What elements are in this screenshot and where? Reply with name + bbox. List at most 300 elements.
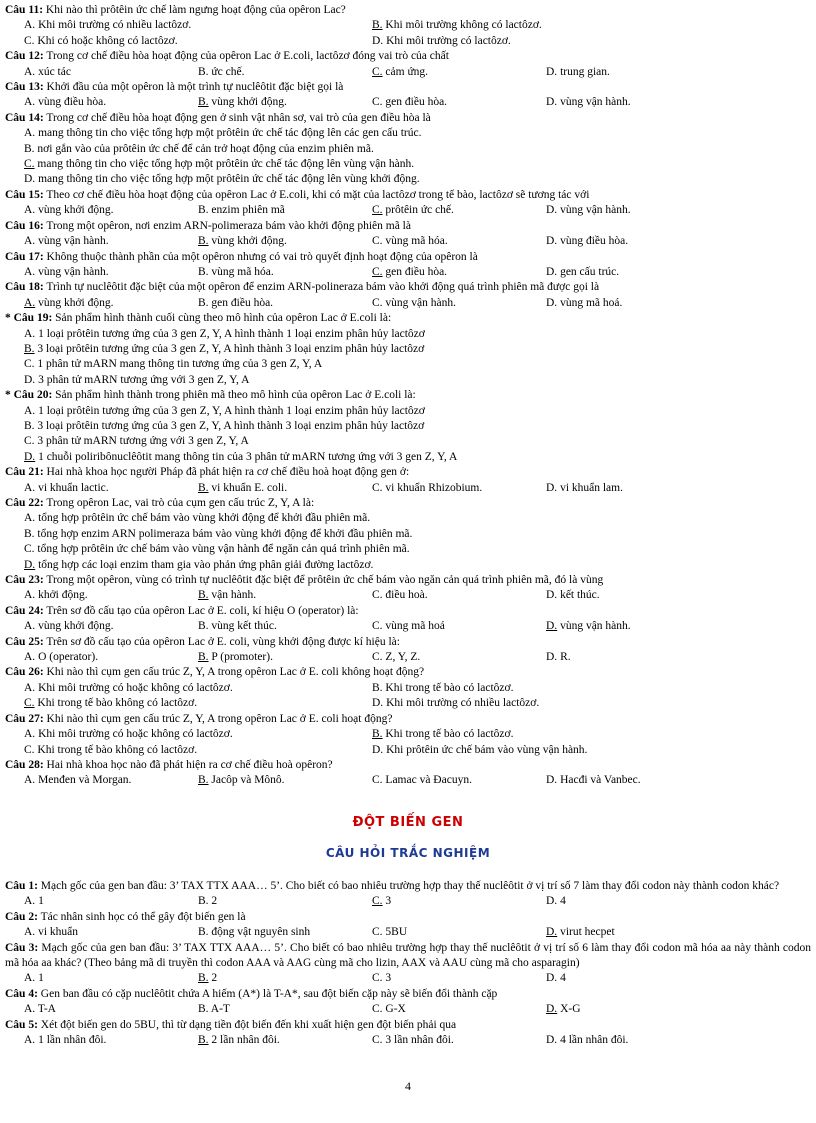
- option-text: Lamac và Đacuyn.: [382, 774, 472, 787]
- option-text: mang thông tin cho việc tổng hợp một prôtêin ức chế tác động lên vùng khởi động.: [35, 173, 420, 186]
- question-number: Câu 24:: [5, 604, 44, 617]
- option-text: xúc tác: [35, 65, 71, 78]
- option-letter: D.: [546, 651, 558, 664]
- question-text: [5, 635, 811, 650]
- option-text: 1 loại prôtêin tương ứng của 3 gen Z, Y, A hình thành 1 loại enzim phân hủy lactôzơ: [35, 404, 425, 417]
- answer-option[interactable]: [198, 588, 372, 603]
- answer-option[interactable]: [5, 527, 811, 542]
- answer-option[interactable]: [198, 234, 372, 249]
- answer-option[interactable]: [24, 234, 198, 249]
- question-text: [5, 388, 811, 403]
- answer-option[interactable]: [24, 650, 198, 665]
- option-letter: A.: [24, 651, 36, 664]
- option-letter: B.: [198, 972, 209, 985]
- option-text: Khi prôtêin ức chế bám vào vùng vận hành.: [383, 743, 588, 756]
- option-text: vùng điều hòa.: [557, 235, 629, 248]
- options-row: [5, 971, 811, 986]
- option-text: vùng mã hóa.: [208, 265, 274, 278]
- question-stem: Mạch gốc của gen ban đầu: 3’ TAX TTX AAA… 5’. Cho biết có bao nhiêu trường hợp thay thế nuclêôtit ở vị trí số 6 làm thay đổi codon mã hóa aa này thành codon mã hóa aa khác? (Theo bảng mã di truyền thì codon AAA và AAG cùng mã cho lizin, AAX và AAU cùng mã cho asparagin): [5, 941, 811, 970]
- answer-option[interactable]: [546, 481, 810, 496]
- option-letter: B.: [198, 204, 209, 217]
- option-letter: C.: [372, 204, 383, 217]
- option-text: ức chế.: [208, 65, 245, 78]
- question-text: [5, 941, 811, 972]
- option-letter: C.: [372, 265, 383, 278]
- answer-option[interactable]: [5, 450, 811, 465]
- option-letter: C.: [24, 697, 35, 710]
- answer-option[interactable]: [198, 265, 372, 280]
- option-text: cảm ứng.: [382, 65, 429, 78]
- answer-option[interactable]: [198, 1033, 372, 1048]
- question-stem: Theo cơ chế điều hòa hoạt động của opêron Lac ở E.coli, khi có mặt của lactôzơ trong tế bào, lactôzơ sẽ tương tác với: [43, 188, 590, 201]
- answer-option[interactable]: [546, 925, 810, 940]
- option-letter: A.: [24, 926, 36, 939]
- question-list-mutation: [5, 879, 811, 1048]
- section-title: ĐỘT BIẾN GEN: [352, 815, 464, 830]
- answer-option[interactable]: [546, 265, 810, 280]
- answer-option[interactable]: [546, 203, 810, 218]
- question-text: [5, 604, 811, 619]
- option-text: P (promoter).: [208, 651, 273, 664]
- option-letter: A.: [24, 19, 36, 32]
- answer-option[interactable]: [372, 619, 546, 634]
- question-stem: Trên sơ đồ cấu tạo của opêron Lac ở E. coli, kí hiệu O (operator) là:: [43, 604, 359, 617]
- option-text: vùng mã hoá.: [557, 296, 623, 309]
- question-text: [5, 111, 811, 126]
- answer-option[interactable]: [372, 65, 546, 80]
- answer-option[interactable]: [546, 650, 810, 665]
- answer-option[interactable]: [5, 373, 811, 388]
- question-text: [5, 910, 811, 925]
- question-stem: Hai nhà khoa học người Pháp đã phát hiện ra cơ chế điều hoà hoạt động gen ở:: [43, 466, 410, 479]
- option-text: 5BU: [382, 926, 408, 939]
- answer-option[interactable]: [372, 681, 812, 696]
- option-text: động vật nguyên sinh: [208, 926, 311, 939]
- question-number: * Câu 19:: [5, 312, 53, 325]
- option-text: Z, Y, Z.: [382, 651, 421, 664]
- answer-option[interactable]: [24, 971, 198, 986]
- question-number: Câu 22:: [5, 497, 44, 509]
- option-letter: D.: [546, 481, 558, 494]
- option-letter: A.: [24, 620, 36, 633]
- option-letter: A.: [24, 1034, 36, 1047]
- option-text: vùng vận hành.: [557, 96, 631, 109]
- option-letter: B.: [198, 96, 209, 109]
- option-letter: A.: [24, 895, 36, 908]
- option-letter: A.: [24, 728, 36, 741]
- answer-option[interactable]: [24, 681, 372, 696]
- question-stem: Khởi đầu của một opêron là một trình tự nuclêôtit đặc biệt gọi là: [43, 81, 344, 94]
- question-stem: Xét đột biến gen do 5BU, thì từ dạng tiền đột biến đến khi xuất hiện gen đột biến phải qua: [37, 1018, 457, 1031]
- option-letter: C.: [372, 235, 383, 248]
- answer-option[interactable]: [372, 234, 546, 249]
- option-text: vùng khởi động.: [208, 235, 287, 248]
- option-letter: B.: [24, 419, 35, 432]
- answer-option[interactable]: [198, 925, 372, 940]
- answer-option[interactable]: [5, 511, 811, 526]
- option-letter: B.: [24, 142, 35, 155]
- answer-option[interactable]: [5, 404, 811, 419]
- answer-option[interactable]: [24, 1002, 198, 1017]
- answer-option[interactable]: [546, 65, 810, 80]
- option-text: vận hành.: [208, 589, 257, 602]
- option-text: vùng kết thúc.: [208, 620, 277, 633]
- option-letter: D.: [546, 1034, 558, 1047]
- question-stem: Trình tự nuclêôtit đặc biệt của một opêron để enzim ARN-polineraza bám vào khởi động quá trình phiên mã được gọi là: [43, 281, 600, 294]
- page-number: 4: [405, 1079, 411, 1093]
- option-letter: B.: [198, 620, 209, 633]
- option-text: gen điều hòa.: [208, 296, 274, 309]
- option-letter: A.: [24, 512, 36, 525]
- answer-option[interactable]: [5, 327, 811, 342]
- answer-option[interactable]: [5, 357, 811, 372]
- answer-option[interactable]: [198, 296, 372, 311]
- answer-option[interactable]: [24, 95, 198, 110]
- option-letter: A.: [24, 65, 36, 78]
- answer-option[interactable]: [546, 588, 810, 603]
- option-text: 3: [382, 972, 392, 985]
- option-letter: C.: [24, 358, 35, 371]
- option-letter: C.: [372, 65, 383, 78]
- answer-option[interactable]: [372, 727, 812, 742]
- answer-option[interactable]: [198, 971, 372, 986]
- answer-option[interactable]: [198, 203, 372, 218]
- answer-option[interactable]: [198, 894, 372, 909]
- option-text: vùng vận hành.: [35, 265, 109, 278]
- answer-option[interactable]: [24, 727, 372, 742]
- option-letter: A.: [24, 204, 36, 217]
- question-list-operon: [5, 3, 811, 789]
- option-letter: B.: [198, 1003, 209, 1016]
- answer-option[interactable]: [372, 773, 546, 788]
- answer-option[interactable]: [372, 34, 812, 49]
- option-letter: A.: [24, 589, 36, 602]
- option-text: 2 lần nhân đôi.: [208, 1034, 280, 1047]
- option-letter: D.: [546, 265, 558, 278]
- option-text: Jacôp và Mônô.: [208, 774, 285, 787]
- option-text: vi khuẩn: [35, 926, 78, 939]
- answer-option[interactable]: [198, 773, 372, 788]
- question-text: [5, 987, 811, 1002]
- question-text: [5, 496, 811, 511]
- answer-option[interactable]: [372, 971, 546, 986]
- question-stem: Mạch gốc của gen ban đầu: 3’ TAX TTX AAA… 5’. Cho biết có bao nhiêu trường hợp thay thế nuclêôtit ở vị trí số 7 làm thay đổi codon này thành codon khác?: [37, 880, 780, 892]
- option-text: A-T: [208, 1003, 230, 1016]
- question-number: Câu 26:: [5, 666, 44, 679]
- option-letter: C.: [24, 34, 35, 47]
- question-stem: Khi nào thì cụm gen cấu trúc Z, Y, A trong opêron Lac ở E. coli không hoạt động?: [43, 666, 425, 679]
- option-text: enzim phiên mã: [208, 204, 285, 217]
- answer-option[interactable]: [198, 65, 372, 80]
- answer-option[interactable]: [24, 481, 198, 496]
- answer-option[interactable]: [5, 172, 811, 187]
- question-stem: Tác nhân sinh học có thể gây đột biến gen là: [37, 910, 246, 923]
- option-text: vi khuẩn lam.: [557, 481, 623, 494]
- answer-option[interactable]: [24, 894, 198, 909]
- answer-option[interactable]: [372, 296, 546, 311]
- option-text: vùng vận hành.: [557, 204, 631, 217]
- question-number: Câu 17:: [5, 250, 44, 263]
- option-letter: A.: [24, 481, 36, 494]
- option-letter: D.: [546, 96, 558, 109]
- option-text: 1 phân tử mARN mang thông tin tương ứng của 3 gen Z, Y, A: [34, 358, 323, 371]
- answer-option[interactable]: [372, 588, 546, 603]
- section-subtitle: CÂU HỎI TRẮC NGHIỆM: [325, 846, 491, 860]
- options-row: [5, 1033, 811, 1048]
- option-letter: D.: [546, 895, 558, 908]
- option-letter: D.: [24, 373, 36, 386]
- answer-option[interactable]: [546, 1033, 810, 1048]
- option-letter: A.: [24, 96, 36, 109]
- option-text: vùng khởi động.: [35, 620, 114, 633]
- option-text: vùng vận hành.: [557, 620, 631, 633]
- answer-option[interactable]: [24, 34, 372, 49]
- question-stem: Sản phẩm hình thành trong phiên mã theo mô hình của opêron Lac ở E.coli là:: [52, 389, 416, 402]
- answer-option[interactable]: [24, 773, 198, 788]
- option-letter: B.: [24, 527, 35, 540]
- option-letter: D.: [546, 774, 558, 787]
- question-text: [5, 280, 811, 295]
- option-text: Khi môi trường có nhiều lactôzơ.: [383, 697, 540, 710]
- option-text: 1: [35, 895, 44, 908]
- option-text: 3 phân tử mARN tương ứng với 3 gen Z, Y, A: [34, 435, 249, 448]
- option-text: vi khuẩn Rhizobium.: [382, 481, 483, 494]
- answer-option[interactable]: [546, 296, 810, 311]
- question-number: * Câu 20:: [5, 389, 53, 402]
- answer-option[interactable]: [5, 419, 811, 434]
- option-text: vi khuẩn lactic.: [35, 481, 109, 494]
- option-text: vùng mã hóa.: [382, 235, 448, 248]
- answer-option[interactable]: [198, 481, 372, 496]
- answer-option[interactable]: [198, 619, 372, 634]
- option-letter: D.: [546, 589, 558, 602]
- option-letter: C.: [372, 620, 383, 633]
- answer-option[interactable]: [5, 542, 811, 557]
- option-text: O (operator).: [35, 651, 99, 664]
- option-letter: B.: [198, 481, 209, 494]
- option-letter: A.: [24, 972, 36, 985]
- answer-option[interactable]: [24, 925, 198, 940]
- option-text: vùng vận hành.: [382, 296, 457, 309]
- question-stem: Khi nào thì cụm gen cấu trúc Z, Y, A trong opêron Lac ở E. coli hoạt động?: [43, 712, 393, 725]
- options-row: [5, 234, 811, 249]
- options-row: [5, 696, 811, 711]
- options-row: [5, 681, 811, 696]
- option-letter: C.: [372, 1003, 383, 1016]
- option-letter: B.: [198, 895, 209, 908]
- answer-option[interactable]: [546, 1002, 810, 1017]
- option-letter: D.: [546, 204, 558, 217]
- answer-option[interactable]: [372, 1033, 546, 1048]
- option-text: 3: [382, 895, 392, 908]
- option-text: Khi môi trường có hoặc không có lactôzơ.: [35, 681, 233, 694]
- answer-option[interactable]: [5, 142, 811, 157]
- option-letter: D.: [546, 296, 558, 309]
- answer-option[interactable]: [24, 203, 198, 218]
- answer-option[interactable]: [198, 95, 372, 110]
- option-letter: D.: [24, 173, 36, 186]
- option-text: 3 loại prôtêin tương ứng của 3 gen Z, Y, A hình thành 3 loại enzim phân hủy lactôzơ: [34, 419, 425, 432]
- option-text: virut hecpet: [557, 926, 615, 939]
- option-letter: C.: [372, 96, 383, 109]
- answer-option[interactable]: [5, 157, 811, 172]
- option-text: Khi trong tế bào có lactôzơ.: [382, 728, 514, 741]
- question-number: Câu 5:: [5, 1018, 38, 1031]
- option-letter: B.: [198, 1034, 209, 1047]
- question-number: Câu 15:: [5, 188, 44, 201]
- question-stem: Trong cơ chế điều hòa hoạt động của opêron Lac ở E.coli, lactôzơ đóng vai trò của chất: [43, 50, 449, 63]
- answer-option[interactable]: [24, 65, 198, 80]
- option-letter: D.: [24, 558, 36, 571]
- answer-option[interactable]: [372, 481, 546, 496]
- option-text: điều hoà.: [382, 589, 428, 602]
- options-row: [5, 650, 811, 665]
- answer-option[interactable]: [372, 894, 546, 909]
- option-letter: A.: [24, 681, 36, 694]
- option-letter: A.: [24, 235, 36, 248]
- answer-option[interactable]: [24, 619, 198, 634]
- option-letter: B.: [198, 235, 209, 248]
- option-text: vi khuẩn E. coli.: [208, 481, 288, 494]
- option-text: mang thông tin cho việc tổng hợp một prôtêin ức chế tác động lên vùng vận hành.: [34, 158, 415, 171]
- option-letter: C.: [24, 743, 35, 756]
- option-text: Khi môi trường có hoặc không có lactôzơ.: [35, 728, 233, 741]
- options-row: [5, 894, 811, 909]
- options-row: [5, 925, 811, 940]
- option-text: vùng khởi động.: [35, 296, 114, 309]
- question-stem: Trong một opêron, nơi enzim ARN-polimeraza bám vào khởi động phiên mã là: [43, 219, 411, 232]
- option-text: Khi trong tế bào không có lactôzơ.: [34, 743, 198, 756]
- question-text: [5, 465, 811, 480]
- option-letter: D.: [372, 743, 384, 756]
- question-text: [5, 3, 811, 18]
- option-letter: B.: [198, 265, 209, 278]
- option-text: khởi động.: [35, 589, 88, 602]
- question-number: Câu 2:: [5, 910, 38, 923]
- option-text: 4: [557, 972, 566, 985]
- option-text: Khi môi trường không có lactôzơ.: [382, 19, 542, 32]
- options-row: [5, 773, 811, 788]
- options-row: [5, 1002, 811, 1017]
- answer-option[interactable]: [198, 1002, 372, 1017]
- option-letter: B.: [198, 651, 209, 664]
- option-letter: A.: [24, 1003, 36, 1016]
- answer-option[interactable]: [24, 588, 198, 603]
- option-letter: A.: [24, 327, 36, 340]
- answer-option[interactable]: [546, 95, 810, 110]
- option-text: tổng hợp enzim ARN polimeraza bám vào vùng khởi động để khởi đầu phiên mã.: [34, 527, 413, 540]
- option-text: vùng mã hoá: [382, 620, 445, 633]
- option-text: 4 lần nhân đôi.: [557, 1034, 629, 1047]
- options-row: [5, 727, 811, 742]
- answer-option[interactable]: [24, 1033, 198, 1048]
- option-text: Khi trong tế bào có lactôzơ.: [382, 681, 514, 694]
- answer-option[interactable]: [372, 1002, 546, 1017]
- answer-option[interactable]: [372, 95, 546, 110]
- options-row: [5, 34, 811, 49]
- answer-option[interactable]: [546, 234, 810, 249]
- answer-option[interactable]: [24, 296, 198, 311]
- question-number: Câu 18:: [5, 281, 44, 294]
- answer-option[interactable]: [546, 773, 810, 788]
- option-text: Hacđi và Vanbec.: [557, 774, 641, 787]
- question-stem: Trong một opêron, vùng có trình tự nuclêôtit đặc biệt để prôtêin ức chế bám vào ngăn cản quá trình phiên mã, đó là vùng: [43, 574, 604, 587]
- option-letter: C.: [24, 543, 35, 556]
- question-number: Câu 11:: [5, 4, 44, 16]
- options-row: [5, 743, 811, 758]
- question-number: Câu 25:: [5, 635, 44, 648]
- answer-option[interactable]: [5, 342, 811, 357]
- option-text: G-X: [382, 1003, 406, 1016]
- option-letter: C.: [372, 296, 383, 309]
- question-stem: Sản phẩm hình thành cuối cùng theo mô hình của opêron Lac ở E.coli là:: [52, 312, 392, 325]
- answer-option[interactable]: [546, 619, 810, 634]
- option-letter: C.: [24, 435, 35, 448]
- answer-option[interactable]: [546, 894, 810, 909]
- option-letter: D.: [546, 235, 558, 248]
- answer-option[interactable]: [5, 558, 811, 573]
- answer-option[interactable]: [372, 18, 812, 33]
- options-row: [5, 65, 811, 80]
- option-text: 3 loại prôtêin tương ứng của 3 gen Z, Y, A hình thành 3 loại enzim phân hủy lactôzơ: [34, 342, 425, 355]
- answer-option[interactable]: [372, 743, 812, 758]
- option-letter: D.: [546, 620, 558, 633]
- answer-option[interactable]: [546, 971, 810, 986]
- option-text: X-G: [557, 1003, 581, 1016]
- option-letter: C.: [372, 926, 383, 939]
- option-letter: D.: [372, 697, 384, 710]
- option-letter: D.: [24, 450, 36, 463]
- answer-option[interactable]: [5, 434, 811, 449]
- answer-option[interactable]: [24, 696, 372, 711]
- option-text: 1 lần nhân đôi.: [35, 1034, 107, 1047]
- question-number: Câu 16:: [5, 219, 44, 232]
- option-text: gen cấu trúc.: [557, 265, 620, 278]
- option-text: kết thúc.: [557, 589, 600, 602]
- answer-option[interactable]: [372, 696, 812, 711]
- option-letter: A.: [24, 296, 36, 309]
- answer-option[interactable]: [372, 265, 546, 280]
- option-text: vùng vận hành.: [35, 235, 109, 248]
- option-letter: B.: [372, 728, 383, 741]
- options-row: [5, 481, 811, 496]
- option-text: 1: [35, 972, 44, 985]
- answer-option[interactable]: [24, 265, 198, 280]
- question-text: [5, 758, 811, 773]
- option-letter: C.: [372, 1034, 383, 1047]
- question-stem: Trên sơ đồ cấu tạo của opêron Lac ở E. coli, vùng khởi động được kí hiệu là:: [43, 635, 400, 648]
- option-text: Menđen và Morgan.: [35, 774, 132, 787]
- question-text: [5, 219, 811, 234]
- answer-option[interactable]: [24, 743, 372, 758]
- question-stem: Không thuộc thành phần của một opêron nhưng có vai trò quyết định hoạt động của opêron là: [43, 250, 478, 263]
- question-number: Câu 1:: [5, 880, 38, 892]
- answer-option[interactable]: [372, 925, 546, 940]
- options-row: [5, 203, 811, 218]
- answer-option[interactable]: [372, 203, 546, 218]
- option-letter: A.: [24, 774, 36, 787]
- option-letter: B.: [198, 774, 209, 787]
- question-text: [5, 665, 811, 680]
- question-number: Câu 27:: [5, 712, 44, 725]
- answer-option[interactable]: [24, 18, 372, 33]
- question-text: [5, 712, 811, 727]
- answer-option[interactable]: [5, 126, 811, 141]
- answer-option[interactable]: [198, 650, 372, 665]
- question-text: [5, 250, 811, 265]
- answer-option[interactable]: [372, 650, 546, 665]
- option-letter: B.: [372, 19, 383, 32]
